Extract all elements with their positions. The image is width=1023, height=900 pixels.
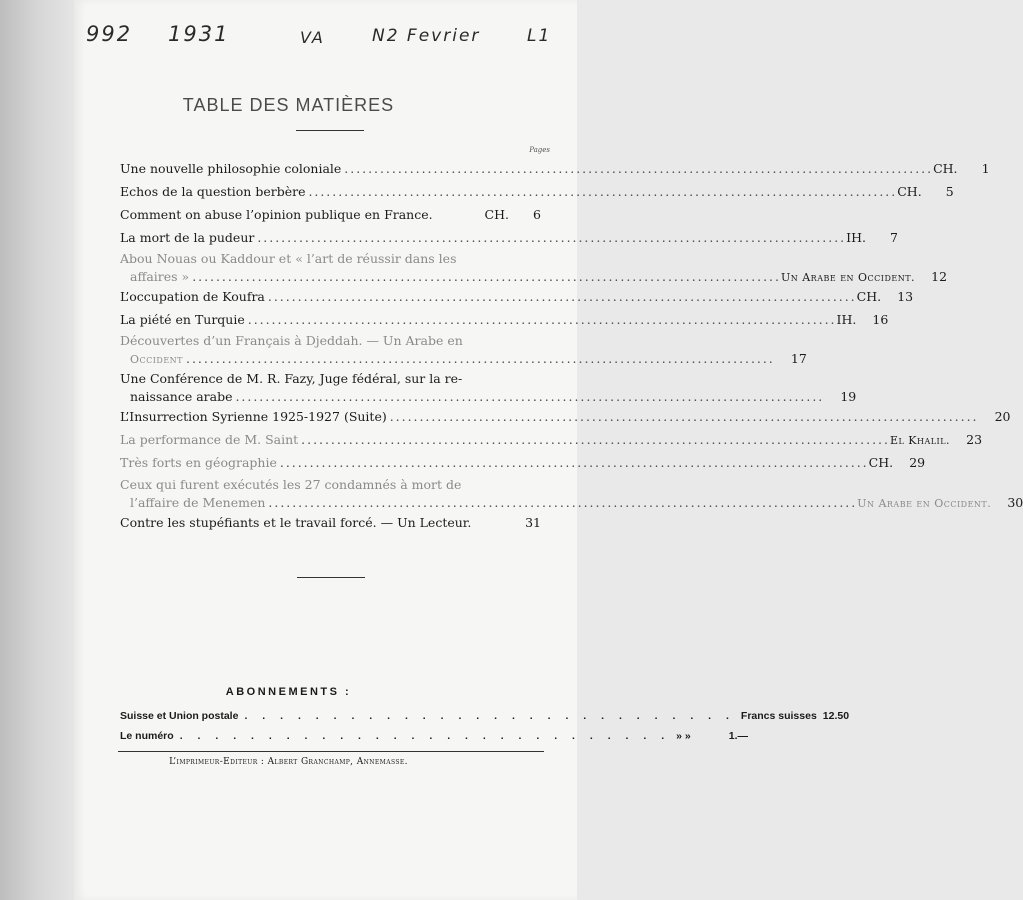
toc-entry (120, 332, 807, 369)
toc-page: 5 (945, 184, 954, 199)
pages-column-label: Pages (529, 146, 550, 154)
toc-entry (120, 183, 954, 201)
toc-author: CH. (868, 455, 894, 470)
handwritten-note-3: VA (300, 28, 325, 47)
toc-title-continued: l’affaire de Menemen (130, 495, 266, 510)
toc-entry (120, 311, 889, 329)
toc-entry (120, 408, 1011, 426)
toc-page: 16 (872, 312, 889, 327)
toc-page: 1 (981, 161, 990, 176)
subscription-label: Le numéro (120, 730, 174, 742)
toc-author: CH. (933, 161, 958, 176)
toc-author: CH. (484, 207, 509, 222)
toc-page: 12 (931, 269, 948, 284)
toc-title: L’Insurrection Syrienne 1925-1927 (Suite) (120, 409, 387, 424)
section-divider (297, 577, 365, 578)
toc-author: Un Arabe en Occident. (780, 271, 916, 284)
handwritten-note-4: N2 Fevrier (372, 26, 481, 46)
toc-title: Très forts en géographie (120, 455, 277, 470)
title-divider (296, 130, 364, 131)
toc-page: 6 (533, 207, 541, 222)
toc-title: Contre les stupéfiants et le travail forcé. — Un Lecteur. (120, 515, 472, 530)
toc-entry (120, 229, 898, 247)
toc-page: 23 (966, 432, 983, 447)
toc-author: IH. (846, 230, 866, 245)
toc-title: L’occupation de Koufra (120, 289, 265, 304)
page-title: TABLE DES MATIÈRES (182, 95, 395, 115)
subscription-price: 12.50 (822, 710, 850, 722)
handwritten-note-2: 1931 (168, 22, 230, 46)
toc-page: 31 (525, 515, 541, 530)
toc-page: 19 (840, 389, 857, 404)
toc-title-continued: affaires » (130, 269, 190, 284)
toc-author: Un Arabe en Occident. (857, 497, 992, 510)
toc-author: El Khalil. (889, 434, 951, 447)
toc-entry (120, 288, 914, 306)
imprint-line: L’imprimeur-Editeur : Albert Granchamp, Annemasse. (169, 757, 408, 767)
footer-rule (118, 751, 544, 752)
toc-title: Une nouvelle philosophie coloniale (120, 161, 342, 176)
toc-page: 30 (1007, 495, 1023, 510)
toc-entry (120, 431, 983, 450)
toc-title: La mort de la pudeur (120, 230, 255, 245)
toc-title: La piété en Turquie (120, 312, 245, 327)
subscription-price: 1.— (728, 730, 749, 742)
toc-author: CH. (897, 184, 922, 199)
subscription-currency: » » (676, 730, 691, 742)
toc-entry (120, 250, 948, 287)
toc-title: Abou Nouas ou Kaddour et « l’art de réussir dans les (120, 251, 457, 266)
toc-entry (120, 370, 857, 406)
toc-author: CH. (856, 289, 882, 304)
subscription-currency: Francs suisses (740, 710, 817, 722)
handwritten-note-1: 992 (86, 22, 133, 46)
toc-title: Découvertes d’un Français à Djeddah. — Un Arabe en (120, 333, 463, 348)
toc-entry (120, 160, 990, 178)
handwritten-note-5: L1 (527, 26, 552, 46)
toc-entry (120, 454, 926, 472)
toc-page: 20 (994, 409, 1011, 424)
subscription-row (120, 710, 850, 722)
toc-title: Comment on abuse l’opinion publique en France. (120, 207, 433, 222)
subscription-row (120, 730, 749, 742)
toc-page: 13 (897, 289, 914, 304)
subscription-label: Suisse et Union postale (120, 710, 239, 722)
toc-page: 17 (790, 351, 807, 366)
toc-title: Ceux qui furent exécutés les 27 condamnés à mort de (120, 477, 462, 492)
toc-title-continued: Occident (130, 353, 184, 366)
toc-entry (120, 514, 541, 532)
subscriptions-heading: ABONNEMENTS : (225, 686, 352, 698)
toc-title: Echos de la question berbère (120, 184, 306, 199)
toc-entry (120, 476, 1023, 513)
toc-page: 29 (909, 455, 926, 470)
toc-title: La performance de M. Saint (120, 432, 299, 447)
toc-title-continued: naissance arabe (130, 389, 233, 404)
toc-entry (120, 206, 541, 224)
toc-page: 7 (889, 230, 898, 245)
toc-author: IH. (836, 312, 857, 327)
toc-title: Une Conférence de M. R. Fazy, Juge fédéral, sur la re- (120, 371, 463, 386)
